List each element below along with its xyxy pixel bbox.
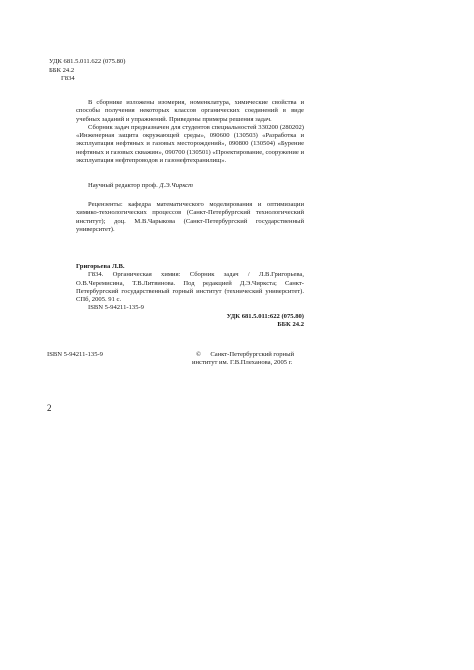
bib-classification bbox=[76, 313, 304, 330]
page-number: 2 bbox=[47, 403, 52, 413]
scientific-editor bbox=[88, 182, 193, 190]
editor-name: Д.Э.Чиркст bbox=[159, 182, 193, 189]
copyright-symbol: © bbox=[196, 351, 202, 358]
copyright-line-2: институт им. Г.В.Плеханова, 2005 г. bbox=[192, 359, 293, 367]
classification-block bbox=[49, 58, 125, 84]
bibliographic-description bbox=[76, 263, 304, 313]
bib-bbk: ББК 24.2 bbox=[277, 321, 304, 329]
copyright-line-1: Санкт-Петербургский горный bbox=[210, 351, 295, 358]
annotation-paragraph-2: Сборник задач предназначен для студентов специальностей 330200 (280202) «Инженерная защита окружающей среды», 090600 (130503) «Разработка и эксплуатация нефтяных и газовых месторождений», 090800 (130504) «Бурение нефтяных и газовых скважин», 090700 (130501) «Проектирование, сооружение и эксплуатация нефтепроводов и газонефтехранилищ». bbox=[76, 123, 304, 165]
annotation bbox=[76, 99, 304, 165]
editor-label: Научный редактор проф. bbox=[88, 182, 158, 189]
footer-copyright bbox=[192, 351, 294, 368]
author-sign: Г834 bbox=[61, 75, 75, 83]
udk-code: УДК 681.5.011.622 (075.80) bbox=[49, 58, 126, 65]
bbk-code: ББК 24.2 bbox=[49, 66, 75, 74]
bib-isbn: ISBN 5-94211-135-9 bbox=[88, 304, 144, 312]
bib-author: Григорьева Л.В. bbox=[76, 263, 125, 270]
footer-isbn: ISBN 5-94211-135-9 bbox=[47, 351, 103, 358]
reviewers: Рецензенты: кафедра математического моделирования и оптимизации химико-технологических процессов (Санкт-Петербургский технологический институт); доц. М.В.Чарыкова (Санкт-Петербургский государственный университет). bbox=[76, 201, 304, 233]
annotation-paragraph-1: В сборнике изложены изомерия, номенклатура, химические свойства и способы получения некоторых классов органических соединений в виде учебных заданий и упражнений. Приведены примеры решения задач. bbox=[76, 99, 304, 123]
bib-udk: УДК 681.5.011:622 (075.80) bbox=[226, 313, 304, 320]
bib-body: Г834. Органическая химия: Сборник задач / Л.В.Григорьева, О.В.Черемисина, Т.В.Литвинова. Под редакцией Д.Э.Чиркста; Санкт-Петербургский государственный горный институт (технический университет). СПб, 2005. 91 с. bbox=[76, 271, 304, 304]
